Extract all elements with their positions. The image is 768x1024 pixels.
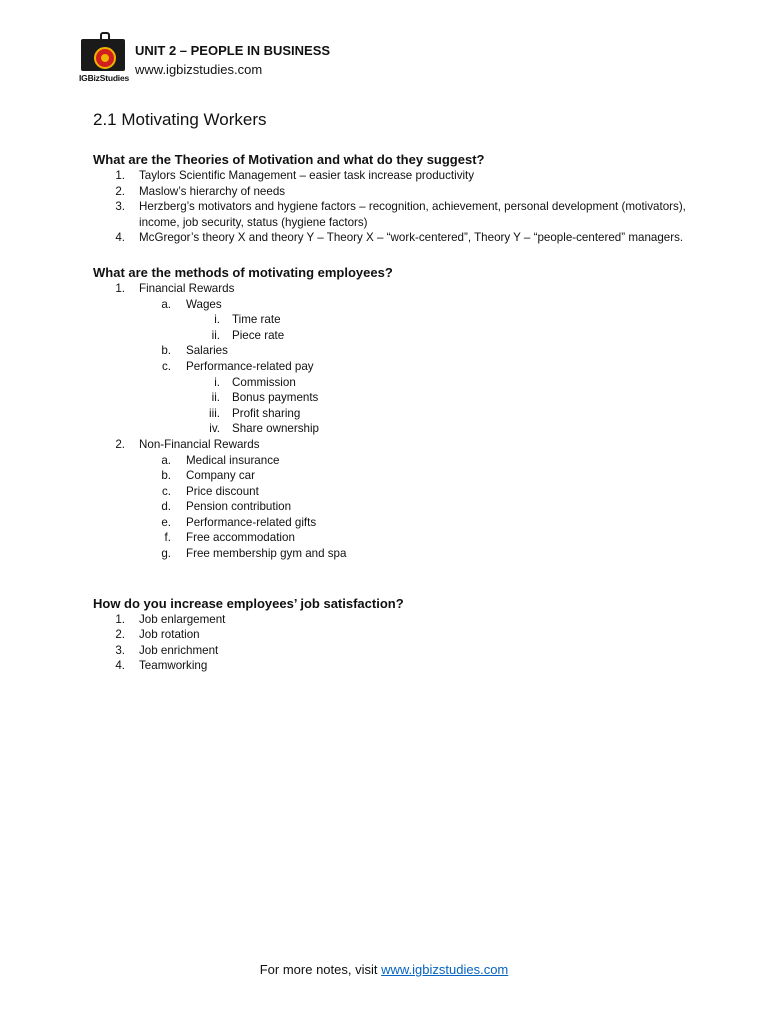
list-item <box>93 499 693 515</box>
list-marker: ii. <box>211 328 220 342</box>
list-item-text: Free accommodation <box>186 531 295 545</box>
list-item <box>93 515 693 531</box>
list-item-text: Share ownership <box>232 422 320 436</box>
igbizstudies-logo <box>79 36 130 86</box>
list-item-text: Piece rate <box>232 328 285 342</box>
list-item <box>93 406 693 422</box>
list-item-text: Price discount <box>186 484 259 498</box>
list-item <box>93 437 693 453</box>
header-url: www.igbizstudies.com <box>135 62 263 77</box>
job-satisfaction-list <box>93 612 693 674</box>
methods-list <box>93 281 693 562</box>
logo-text: IGBizStudies <box>79 73 130 83</box>
list-marker: i. <box>214 313 220 327</box>
list-item <box>93 328 693 344</box>
list-marker: c. <box>161 484 171 498</box>
list-item <box>93 297 693 313</box>
list-item <box>93 281 693 297</box>
list-marker: iv. <box>209 422 220 436</box>
list-item <box>93 230 693 246</box>
list-item <box>93 546 693 562</box>
list-marker: 1. <box>115 612 125 626</box>
section-spacer <box>93 562 693 596</box>
list-item <box>93 375 693 391</box>
list-marker: 4. <box>115 659 125 673</box>
page-footer <box>0 962 768 977</box>
logo-disc-icon <box>94 47 116 69</box>
list-item <box>93 643 693 659</box>
list-item-text: Herzberg’s motivators and hygiene factors – recognition, achievement, personal development (motivators), income, job security, status (hygiene factors) <box>139 200 686 229</box>
section-heading: 2.1 Motivating Workers <box>93 110 267 129</box>
list-item-text: Teamworking <box>139 659 208 673</box>
list-marker: 1. <box>115 281 125 295</box>
list-item-text: Free membership gym and spa <box>186 547 347 561</box>
list-item-text: Job enrichment <box>139 643 219 657</box>
list-marker: b. <box>161 469 171 483</box>
list-item-text: Job enlargement <box>139 612 226 626</box>
list-item <box>93 343 693 359</box>
list-item-text: Profit sharing <box>232 406 301 420</box>
list-item-text: Salaries <box>186 344 228 358</box>
list-marker: e. <box>161 515 171 529</box>
list-item <box>93 390 693 406</box>
question-heading: What are the Theories of Motivation and what do they suggest? <box>93 152 485 167</box>
list-item-text: Bonus payments <box>232 391 319 405</box>
list-marker: 3. <box>115 200 125 214</box>
list-item-text: Non-Financial Rewards <box>139 437 260 451</box>
list-item-text: Wages <box>186 297 222 311</box>
list-item <box>93 453 693 469</box>
logo-frame-shape <box>81 39 125 71</box>
list-item-text: Commission <box>232 375 296 389</box>
list-item-text: Pension contribution <box>186 500 292 514</box>
footer-link[interactable]: www.igbizstudies.com <box>381 962 509 977</box>
list-item <box>93 484 693 500</box>
list-marker: 3. <box>115 643 125 657</box>
list-marker: f. <box>164 531 171 545</box>
document-body <box>93 152 693 674</box>
list-item-text: Performance-related gifts <box>186 515 317 529</box>
list-item-text: McGregor’s theory X and theory Y – Theory X – “work-centered”, Theory Y – “people-centered” managers. <box>139 231 684 245</box>
list-item-text: Financial Rewards <box>139 281 235 295</box>
list-item-text: Performance-related pay <box>186 359 314 373</box>
question-heading: How do you increase employees’ job satisfaction? <box>93 595 404 611</box>
list-marker: 2. <box>115 628 125 642</box>
list-item-text: Company car <box>186 469 255 483</box>
section-spacer <box>93 246 693 265</box>
list-item <box>93 184 693 200</box>
footer-text: For more notes, visit <box>259 962 382 977</box>
list-marker: ii. <box>211 391 220 405</box>
list-marker: b. <box>161 344 171 358</box>
question-heading: What are the methods of motivating employees? <box>93 264 393 280</box>
list-marker: a. <box>161 453 171 467</box>
list-item-text: Time rate <box>232 313 281 327</box>
list-item <box>93 199 693 230</box>
list-item <box>93 168 693 184</box>
list-item-text: Medical insurance <box>186 453 280 467</box>
list-marker: g. <box>161 547 171 561</box>
list-item <box>93 658 693 674</box>
list-item <box>93 530 693 546</box>
list-item-text: Maslow’s hierarchy of needs <box>139 184 286 198</box>
list-marker: 2. <box>115 184 125 198</box>
list-item <box>93 421 693 437</box>
unit-title: UNIT 2 – PEOPLE IN BUSINESS <box>135 43 331 58</box>
list-item <box>93 468 693 484</box>
list-marker: i. <box>214 375 220 389</box>
list-item <box>93 359 693 375</box>
list-item <box>93 627 693 643</box>
theories-list <box>93 168 693 246</box>
list-marker: iii. <box>209 406 220 420</box>
list-item-text: Taylors Scientific Management – easier task increase productivity <box>139 169 475 182</box>
list-marker: 1. <box>115 169 125 182</box>
list-item <box>93 312 693 328</box>
list-marker: 4. <box>115 231 125 245</box>
list-item-text: Job rotation <box>139 628 200 642</box>
list-marker: d. <box>161 500 171 514</box>
list-marker: c. <box>161 359 171 373</box>
list-item <box>93 612 693 628</box>
list-marker: 2. <box>115 437 125 451</box>
list-marker: a. <box>161 297 171 311</box>
